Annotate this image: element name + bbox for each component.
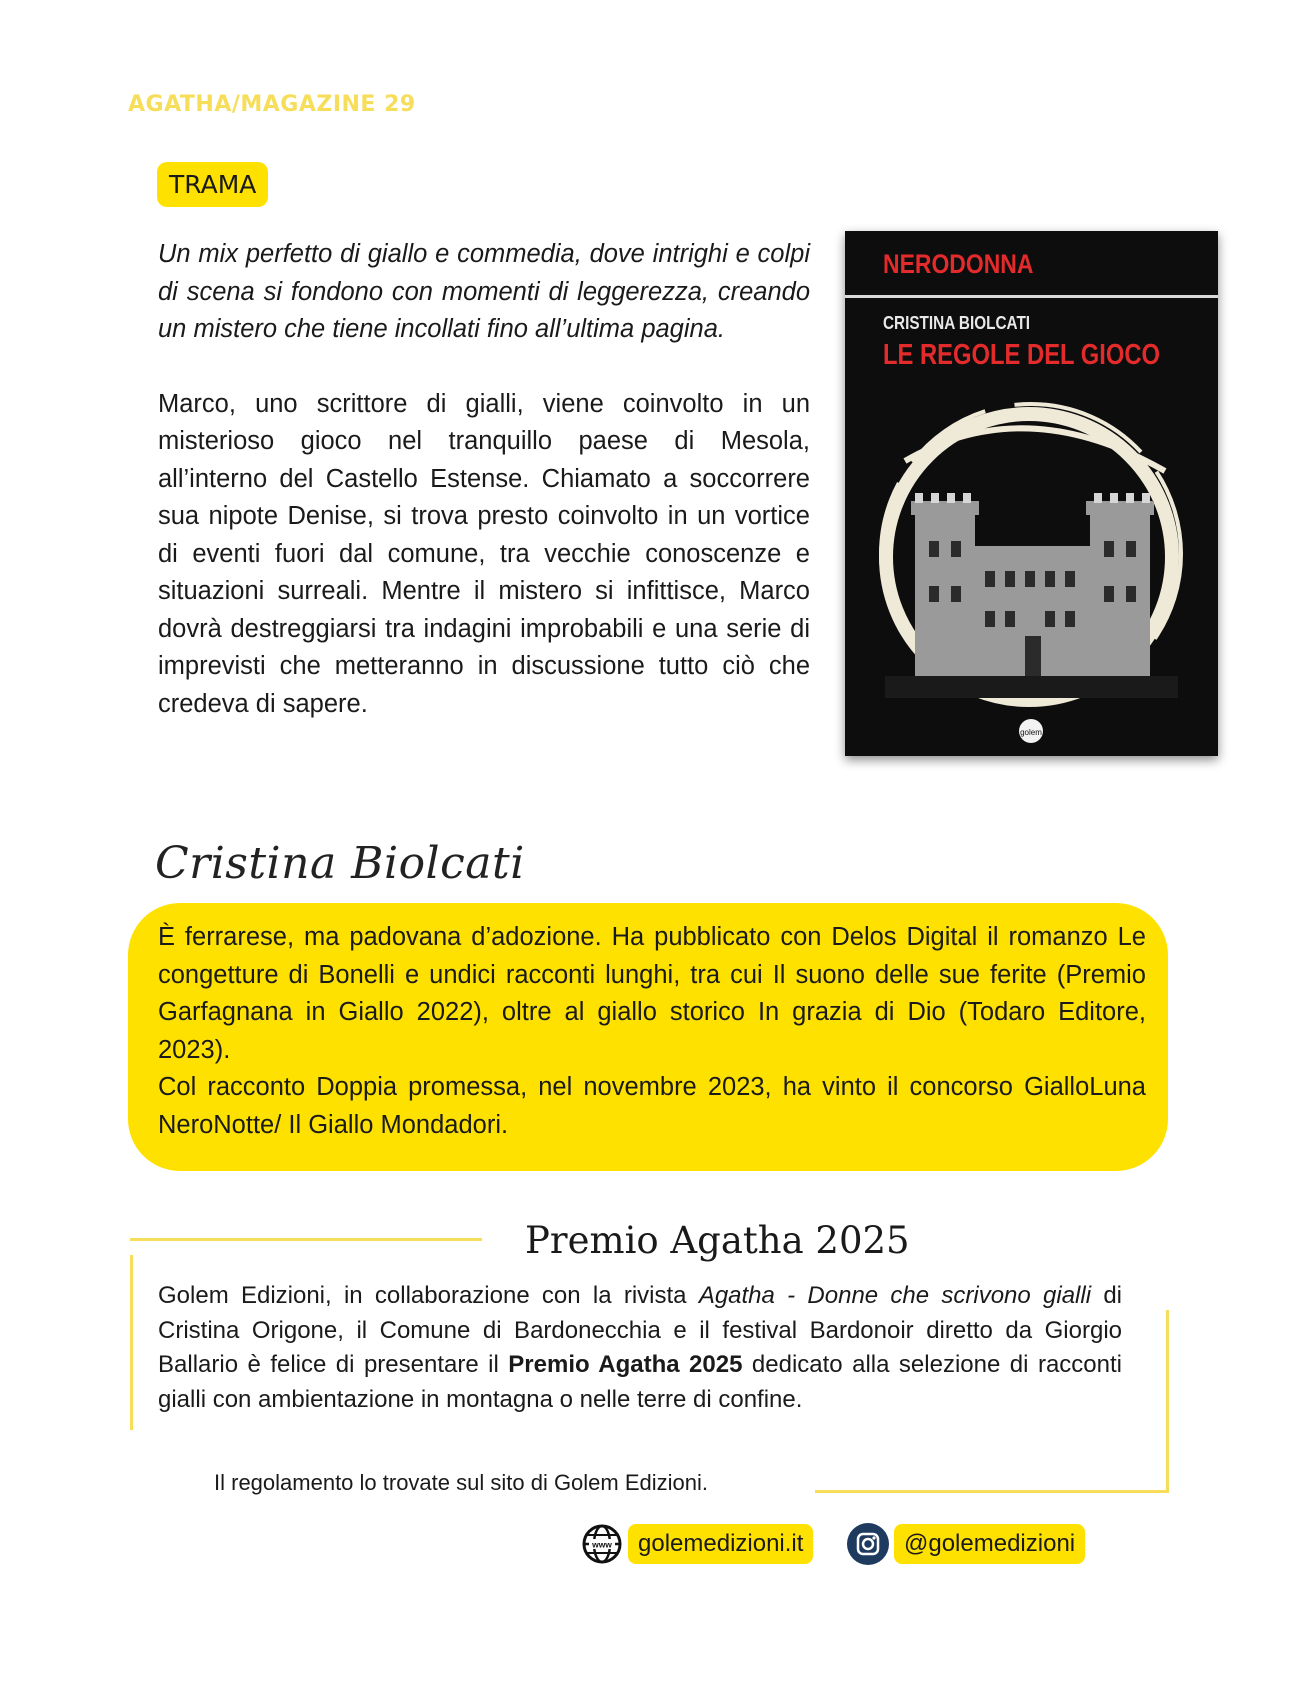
premio-frame-left xyxy=(130,1255,133,1430)
cover-series: NERODONNA xyxy=(883,249,1034,279)
magazine-header: AGATHA/MAGAZINE 29 xyxy=(128,92,416,117)
synopsis-plot: Marco, uno scrittore di gialli, viene coinvolto in un misterioso gioco nel tranquillo paese di Mesola, all’interno del Castello Estense. Chiamato a soccorrere sua nipote Denise, si trova presto coinvolto in un vortice di eventi fuori dal comune, tra vecchie conoscenze e situazioni surreali. Mentre il mistero si infittisce, Marco dovrà destreggiarsi tra indagini improbabili e una serie di imprevisti che metteranno in discussione tutto ciò che credeva di sapere. xyxy=(158,389,810,718)
author-bio-paragraph: È ferrarese, ma padovana d’adozione. Ha pubblicato con Delos Digital il romanzo Le congetture di Bonelli e undici racconti lunghi, tra cui Il suono delle sue ferite (Premio Garfagnana in Giallo 2022), oltre al giallo storico In grazia di Dio (Todaro Editore, 2023). xyxy=(158,923,1146,1064)
synopsis xyxy=(158,236,810,723)
cover-title: LE REGOLE DEL GIOCO xyxy=(883,339,1161,371)
author-bio-award: Col racconto Doppia promessa, nel novembre 2023, ha vinto il concorso GialloLuna NeroNotte/ Il Giallo Mondadori. xyxy=(158,1073,1146,1139)
synopsis-tagline: Un mix perfetto di giallo e commedia, dove intrighi e colpi di scena si fondono con momenti di leggerezza, creando un mistero che tiene incollati fino all’ultima pagina. xyxy=(158,240,810,343)
premio-frame-bottom xyxy=(815,1490,1169,1493)
rules-note: Il regolamento lo trovate sul sito di Golem Edizioni. xyxy=(214,1470,709,1495)
publisher-mark: golem xyxy=(1020,728,1042,737)
book-cover xyxy=(845,231,1218,756)
website-link[interactable]: golemedizioni.it xyxy=(628,1524,813,1564)
instagram-handle[interactable]: @golemedizioni xyxy=(894,1524,1085,1564)
cover-divider xyxy=(845,295,1218,298)
instagram-contact[interactable] xyxy=(846,1522,1085,1566)
cover-author: CRISTINA BIOLCATI xyxy=(883,313,1031,333)
premio-title: Premio Agatha 2025 xyxy=(525,1219,910,1262)
author-bio-box xyxy=(128,903,1168,1171)
magazine-name: Agatha - Donne che scrivono gialli xyxy=(698,1282,1092,1309)
trama-tag: TRAMA xyxy=(157,162,268,207)
premio-description: Golem Edizioni, in collaborazione con la rivista Agatha - Donne che scrivono gialli di Cristina Origone, il Comune di Bardonecchia e il festival Bardonoir diretto da Giorgio Ballario è felice di presentare il Premio Agatha 2025 dedicato alla selezione di racconti gialli con ambientazione in montagna o nelle terre di confine. xyxy=(158,1282,1122,1413)
author-name: Cristina Biolcati xyxy=(155,838,525,889)
svg-text:www: www xyxy=(592,1539,612,1550)
globe-www-icon xyxy=(580,1522,624,1566)
prize-name: Premio Agatha 2025 xyxy=(508,1351,743,1378)
instagram-icon xyxy=(846,1522,890,1566)
premio-frame-top xyxy=(130,1238,482,1241)
website-contact[interactable] xyxy=(580,1522,813,1566)
cover-illustration xyxy=(845,371,1218,756)
premio-frame-right xyxy=(1166,1310,1169,1492)
